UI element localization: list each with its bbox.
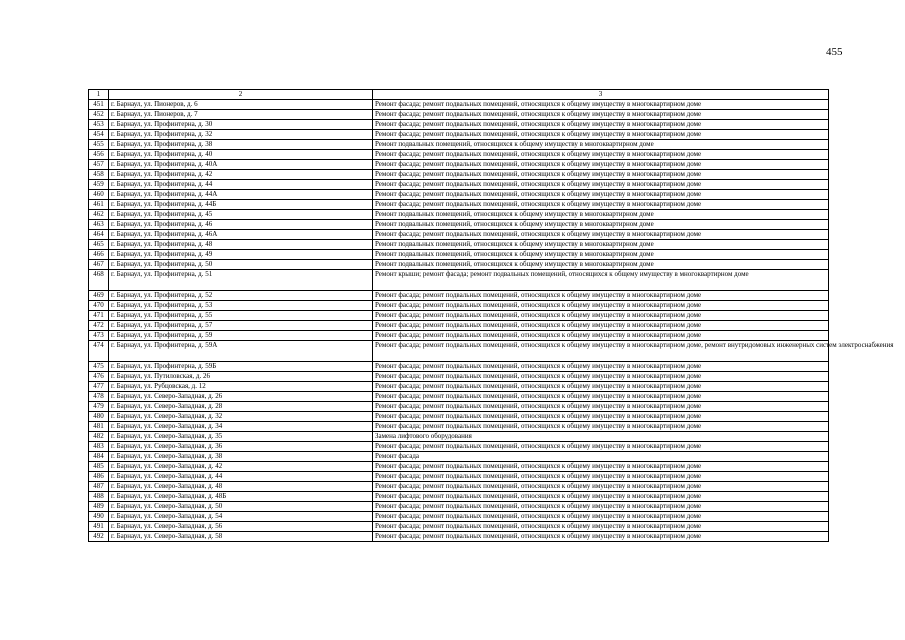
table-row (89, 492, 829, 502)
address-cell: г. Барнаул, ул. Профинтерна, д. 44Б (109, 200, 373, 210)
table-row (89, 260, 829, 270)
row-number-cell: 470 (89, 301, 109, 311)
table-row (89, 150, 829, 160)
address-cell: г. Барнаул, ул. Профинтерна, д. 44 (109, 180, 373, 190)
table-row (89, 532, 829, 542)
work-type-cell: Ремонт фасада; ремонт подвальных помещений, относящихся к общему имуществу в многоквартирном доме (373, 160, 829, 170)
row-number-cell: 484 (89, 452, 109, 462)
table-row (89, 301, 829, 311)
row-number-cell: 479 (89, 402, 109, 412)
address-cell: г. Барнаул, ул. Профинтерна, д. 52 (109, 291, 373, 301)
row-number-cell: 457 (89, 160, 109, 170)
address-cell: г. Барнаул, ул. Пионеров, д. 6 (109, 100, 373, 110)
address-cell: г. Барнаул, ул. Северо-Западная, д. 36 (109, 442, 373, 452)
work-type-cell: Ремонт фасада; ремонт подвальных помещений, относящихся к общему имуществу в многоквартирном доме (373, 412, 829, 422)
table-row (89, 472, 829, 482)
table-row (89, 170, 829, 180)
work-type-cell: Ремонт фасада; ремонт подвальных помещений, относящихся к общему имуществу в многоквартирном доме (373, 100, 829, 110)
row-number-cell: 490 (89, 512, 109, 522)
address-cell: г. Барнаул, ул. Северо-Западная, д. 38 (109, 452, 373, 462)
address-cell: г. Барнаул, ул. Профинтерна, д. 32 (109, 130, 373, 140)
row-number-cell: 461 (89, 200, 109, 210)
table-row (89, 522, 829, 532)
table-row (89, 422, 829, 432)
work-type-cell: Ремонт фасада; ремонт подвальных помещений, относящихся к общему имуществу в многоквартирном доме (373, 462, 829, 472)
work-type-cell: Ремонт фасада; ремонт подвальных помещений, относящихся к общему имуществу в многоквартирном доме (373, 442, 829, 452)
work-type-cell: Ремонт фасада; ремонт подвальных помещений, относящихся к общему имуществу в многоквартирном доме (373, 110, 829, 120)
table-row (89, 180, 829, 190)
table-row (89, 512, 829, 522)
work-type-cell: Ремонт фасада; ремонт подвальных помещений, относящихся к общему имуществу в многоквартирном доме (373, 301, 829, 311)
work-type-cell: Ремонт фасада; ремонт подвальных помещений, относящихся к общему имуществу в многоквартирном доме (373, 190, 829, 200)
work-type-cell: Ремонт фасада; ремонт подвальных помещений, относящихся к общему имуществу в многоквартирном доме (373, 321, 829, 331)
work-type-cell: Ремонт фасада; ремонт подвальных помещений, относящихся к общему имуществу в многоквартирном доме (373, 230, 829, 240)
address-cell: г. Барнаул, ул. Северо-Западная, д. 32 (109, 412, 373, 422)
table-row (89, 402, 829, 412)
table-row (89, 452, 829, 462)
address-cell: г. Барнаул, ул. Северо-Западная, д. 56 (109, 522, 373, 532)
row-number-cell: 471 (89, 311, 109, 321)
page-number: 455 (826, 46, 843, 58)
address-cell: г. Барнаул, ул. Северо-Западная, д. 28 (109, 402, 373, 412)
column-number-header-row (89, 90, 829, 100)
row-number-cell: 462 (89, 210, 109, 220)
work-type-cell: Ремонт фасада; ремонт подвальных помещений, относящихся к общему имуществу в многоквартирном доме (373, 372, 829, 382)
table-row (89, 502, 829, 512)
address-cell: г. Барнаул, ул. Профинтерна, д. 59А (109, 341, 373, 362)
row-number-cell: 489 (89, 502, 109, 512)
address-cell: г. Барнаул, ул. Профинтерна, д. 59 (109, 331, 373, 341)
address-cell: г. Барнаул, ул. Профинтерна, д. 42 (109, 170, 373, 180)
row-number-cell: 486 (89, 472, 109, 482)
address-cell: г. Барнаул, ул. Профинтерна, д. 40 (109, 150, 373, 160)
work-type-cell: Ремонт фасада; ремонт подвальных помещений, относящихся к общему имуществу в многоквартирном доме (373, 382, 829, 392)
address-cell: г. Барнаул, ул. Профинтерна, д. 45 (109, 210, 373, 220)
work-type-cell: Ремонт фасада (373, 452, 829, 462)
repair-registry-table (88, 89, 894, 542)
table-row (89, 432, 829, 442)
work-type-cell: Ремонт подвальных помещений, относящихся к общему имуществу в многоквартирном доме (373, 250, 829, 260)
row-number-cell: 480 (89, 412, 109, 422)
address-cell: г. Барнаул, ул. Профинтерна, д. 44А (109, 190, 373, 200)
work-type-cell: Ремонт фасада; ремонт подвальных помещений, относящихся к общему имуществу в многоквартирном доме (373, 200, 829, 210)
table-row (89, 482, 829, 492)
work-type-cell: Замена лифтового оборудования (373, 432, 829, 442)
work-type-cell: Ремонт фасада; ремонт подвальных помещений, относящихся к общему имуществу в многоквартирном доме (373, 502, 829, 512)
table-row (89, 210, 829, 220)
column-number-1: 1 (89, 90, 109, 100)
row-number-cell: 456 (89, 150, 109, 160)
table-row (89, 341, 829, 362)
table-row (89, 412, 829, 422)
work-type-cell: Ремонт фасада; ремонт подвальных помещений, относящихся к общему имуществу в многоквартирном доме (373, 492, 829, 502)
work-type-cell: Ремонт фасада; ремонт подвальных помещений, относящихся к общему имуществу в многоквартирном доме (373, 482, 829, 492)
table-row (89, 130, 829, 140)
work-type-cell: Ремонт фасада; ремонт подвальных помещений, относящихся к общему имуществу в многоквартирном доме (373, 120, 829, 130)
row-number-cell: 463 (89, 220, 109, 230)
table-row (89, 382, 829, 392)
address-cell: г. Барнаул, ул. Северо-Западная, д. 48 (109, 482, 373, 492)
table-row (89, 270, 829, 291)
table-row (89, 140, 829, 150)
row-number-cell: 476 (89, 372, 109, 382)
row-number-cell: 469 (89, 291, 109, 301)
address-cell: г. Барнаул, ул. Профинтерна, д. 30 (109, 120, 373, 130)
table-row (89, 200, 829, 210)
address-cell: г. Барнаул, ул. Профинтерна, д. 40А (109, 160, 373, 170)
address-cell: г. Барнаул, ул. Северо-Западная, д. 54 (109, 512, 373, 522)
table-row (89, 442, 829, 452)
row-number-cell: 460 (89, 190, 109, 200)
address-cell: г. Барнаул, ул. Профинтерна, д. 50 (109, 260, 373, 270)
table-row (89, 100, 829, 110)
row-number-cell: 472 (89, 321, 109, 331)
row-number-cell: 492 (89, 532, 109, 542)
table-row (89, 110, 829, 120)
table-row (89, 362, 829, 372)
row-number-cell: 464 (89, 230, 109, 240)
address-cell: г. Барнаул, ул. Рубцовская, д. 12 (109, 382, 373, 392)
row-number-cell: 468 (89, 270, 109, 291)
work-type-cell: Ремонт фасада; ремонт подвальных помещений, относящихся к общему имуществу в многоквартирном доме (373, 512, 829, 522)
row-number-cell: 478 (89, 392, 109, 402)
row-number-cell: 453 (89, 120, 109, 130)
address-cell: г. Барнаул, ул. Профинтерна, д. 57 (109, 321, 373, 331)
work-type-cell: Ремонт фасада; ремонт подвальных помещений, относящихся к общему имуществу в многоквартирном доме (373, 532, 829, 542)
work-type-cell: Ремонт фасада; ремонт подвальных помещений, относящихся к общему имуществу в многоквартирном доме (373, 150, 829, 160)
work-type-cell: Ремонт фасада; ремонт подвальных помещений, относящихся к общему имуществу в многоквартирном доме (373, 331, 829, 341)
row-number-cell: 482 (89, 432, 109, 442)
address-cell: г. Барнаул, ул. Северо-Западная, д. 58 (109, 532, 373, 542)
row-number-cell: 452 (89, 110, 109, 120)
row-number-cell: 455 (89, 140, 109, 150)
address-cell: г. Барнаул, ул. Северо-Западная, д. 26 (109, 392, 373, 402)
address-cell: г. Барнаул, ул. Северо-Западная, д. 35 (109, 432, 373, 442)
table-row (89, 311, 829, 321)
address-cell: г. Барнаул, ул. Профинтерна, д. 48 (109, 240, 373, 250)
work-type-cell: Ремонт фасада; ремонт подвальных помещений, относящихся к общему имуществу в многоквартирном доме (373, 291, 829, 301)
row-number-cell: 491 (89, 522, 109, 532)
row-number-cell: 481 (89, 422, 109, 432)
work-type-cell: Ремонт фасада; ремонт подвальных помещений, относящихся к общему имуществу в многоквартирном доме, ремонт внутридомовых инженерных систем электроснабжения (373, 341, 829, 362)
table-row (89, 321, 829, 331)
row-number-cell: 459 (89, 180, 109, 190)
work-type-cell: Ремонт подвальных помещений, относящихся к общему имуществу в многоквартирном доме (373, 140, 829, 150)
row-number-cell: 485 (89, 462, 109, 472)
work-type-cell: Ремонт фасада; ремонт подвальных помещений, относящихся к общему имуществу в многоквартирном доме (373, 522, 829, 532)
address-cell: г. Барнаул, ул. Северо-Западная, д. 50 (109, 502, 373, 512)
work-type-cell: Ремонт подвальных помещений, относящихся к общему имуществу в многоквартирном доме (373, 210, 829, 220)
address-cell: г. Барнаул, ул. Северо-Западная, д. 44 (109, 472, 373, 482)
row-number-cell: 473 (89, 331, 109, 341)
address-cell: г. Барнаул, ул. Профинтерна, д. 46 (109, 220, 373, 230)
table-row (89, 372, 829, 382)
column-number-3: 3 (373, 90, 829, 100)
table-row (89, 291, 829, 301)
address-cell: г. Барнаул, ул. Профинтерна, д. 59Б (109, 362, 373, 372)
address-cell: г. Барнаул, ул. Северо-Западная, д. 48Б (109, 492, 373, 502)
address-cell: г. Барнаул, ул. Пионеров, д. 7 (109, 110, 373, 120)
row-number-cell: 477 (89, 382, 109, 392)
address-cell: г. Барнаул, ул. Профинтерна, д. 53 (109, 301, 373, 311)
address-cell: г. Барнаул, ул. Профинтерна, д. 51 (109, 270, 373, 291)
table-row (89, 392, 829, 402)
row-number-cell: 454 (89, 130, 109, 140)
row-number-cell: 467 (89, 260, 109, 270)
row-number-cell: 474 (89, 341, 109, 362)
row-number-cell: 475 (89, 362, 109, 372)
row-number-cell: 488 (89, 492, 109, 502)
table-row (89, 190, 829, 200)
work-type-cell: Ремонт фасада; ремонт подвальных помещений, относящихся к общему имуществу в многоквартирном доме (373, 402, 829, 412)
row-number-cell: 465 (89, 240, 109, 250)
row-number-cell: 458 (89, 170, 109, 180)
table-row (89, 230, 829, 240)
work-type-cell: Ремонт фасада; ремонт подвальных помещений, относящихся к общему имуществу в многоквартирном доме (373, 422, 829, 432)
work-type-cell: Ремонт фасада; ремонт подвальных помещений, относящихся к общему имуществу в многоквартирном доме (373, 472, 829, 482)
address-cell: г. Барнаул, ул. Профинтерна, д. 55 (109, 311, 373, 321)
work-type-cell: Ремонт фасада; ремонт подвальных помещений, относящихся к общему имуществу в многоквартирном доме (373, 392, 829, 402)
row-number-cell: 466 (89, 250, 109, 260)
table-body (89, 90, 894, 542)
table-row (89, 220, 829, 230)
address-cell: г. Барнаул, ул. Северо-Западная, д. 42 (109, 462, 373, 472)
address-cell: г. Барнаул, ул. Путиловская, д. 26 (109, 372, 373, 382)
work-type-cell: Ремонт подвальных помещений, относящихся к общему имуществу в многоквартирном доме (373, 220, 829, 230)
address-cell: г. Барнаул, ул. Северо-Западная, д. 34 (109, 422, 373, 432)
table-row (89, 331, 829, 341)
address-cell: г. Барнаул, ул. Профинтерна, д. 38 (109, 140, 373, 150)
table-row (89, 250, 829, 260)
work-type-cell: Ремонт фасада; ремонт подвальных помещений, относящихся к общему имуществу в многоквартирном доме (373, 170, 829, 180)
work-type-cell: Ремонт подвальных помещений, относящихся к общему имуществу в многоквартирном доме (373, 240, 829, 250)
work-type-cell: Ремонт фасада; ремонт подвальных помещений, относящихся к общему имуществу в многоквартирном доме (373, 311, 829, 321)
address-cell: г. Барнаул, ул. Профинтерна, д. 46А (109, 230, 373, 240)
column-number-2: 2 (109, 90, 373, 100)
table-row (89, 240, 829, 250)
work-type-cell: Ремонт подвальных помещений, относящихся к общему имуществу в многоквартирном доме (373, 260, 829, 270)
row-number-cell: 451 (89, 100, 109, 110)
table-row (89, 120, 829, 130)
work-type-cell: Ремонт фасада; ремонт подвальных помещений, относящихся к общему имуществу в многоквартирном доме (373, 180, 829, 190)
work-type-cell: Ремонт фасада; ремонт подвальных помещений, относящихся к общему имуществу в многоквартирном доме (373, 130, 829, 140)
work-type-cell: Ремонт фасада; ремонт подвальных помещений, относящихся к общему имуществу в многоквартирном доме (373, 362, 829, 372)
work-type-cell: Ремонт крыши; ремонт фасада; ремонт подвальных помещений, относящихся к общему имуществу в многоквартирном доме (373, 270, 829, 291)
table-row (89, 462, 829, 472)
address-cell: г. Барнаул, ул. Профинтерна, д. 49 (109, 250, 373, 260)
table-row (89, 160, 829, 170)
row-number-cell: 487 (89, 482, 109, 492)
row-number-cell: 483 (89, 442, 109, 452)
